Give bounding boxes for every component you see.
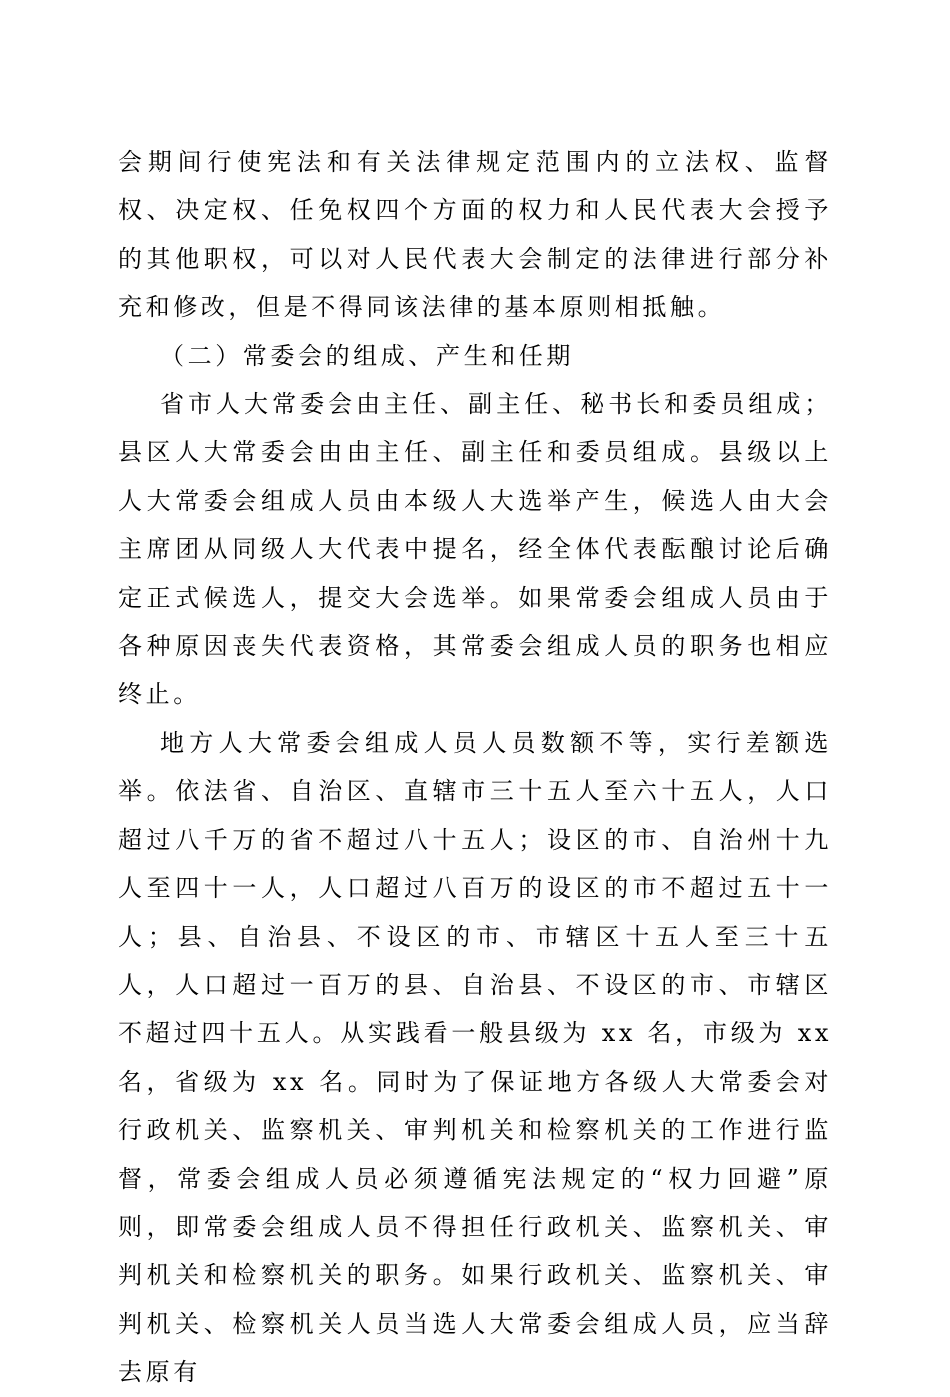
document-body xyxy=(118,138,832,1397)
paragraph-membership-quota: 地方人大常委会组成人员人员数额不等，实行差额选举。依法省、自治区、直辖市三十五人至六十五人，人口超过八千万的省不超过八十五人；设区的市、自治州十九人至四十一人，人口超过八百万的设区的市不超过五十一人；县、自治县、不设区的市、市辖区十五人至三十五人，人口超过一百万的县、自治县、不设区的市、市辖区不超过四十五人。从实践看一般县级为 xx 名，市级为 xx 名，省级为 xx 名。同时为了保证地方各级人大常委会对行政机关、监察机关、审判机关和检察机关的工作进行监督，常委会组成人员必须遵循宪法规定的“权力回避”原则，即常委会组成人员不得担任行政机关、监察机关、审判机关和检察机关的职务。如果行政机关、监察机关、审判机关、检察机关人员当选人大常委会组成人员，应当辞去原有 xyxy=(118,728,832,1387)
section-heading: （二）常委会的组成、产生和任期 xyxy=(160,341,574,370)
paragraph-continuation: 会期间行使宪法和有关法律规定范围内的立法权、监督权、决定权、任免权四个方面的权力和人民代表大会授予的其他职权，可以对人民代表大会制定的法律进行部分补充和修改，但是不得同该法律的基本原则相抵触。 xyxy=(118,148,832,322)
paragraph-composition: 省市人大常委会由主任、副主任、秘书长和委员组成；县区人大常委会由由主任、副主任和委员组成。县级以上人大常委会组成人员由本级人大选举产生，候选人由大会主席团从同级人大代表中提名，经全体代表酝酿讨论后确定正式候选人，提交大会选举。如果常委会组成人员由于各种原因丧失代表资格，其常委会组成人员的职务也相应终止。 xyxy=(118,390,832,709)
